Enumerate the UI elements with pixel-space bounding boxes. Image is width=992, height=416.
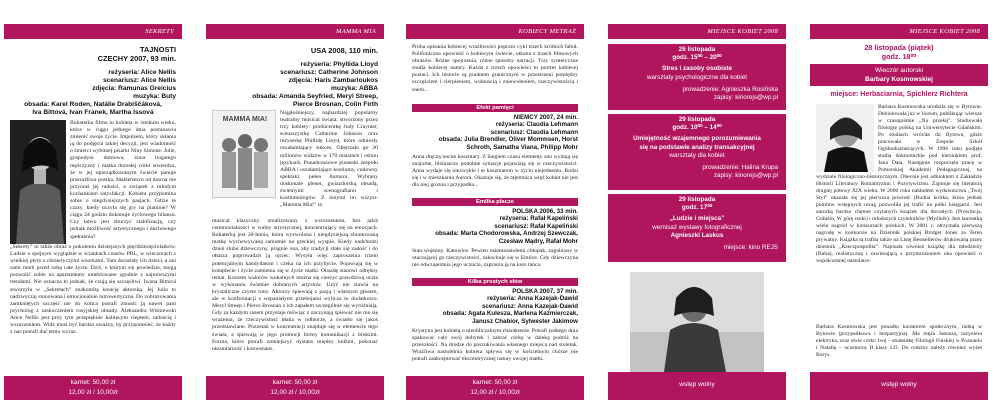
exhibition-photo [630, 272, 764, 372]
film-description-cont: musical klasyczny: zrealizowany z wzruszeniem, bez jakiś ceremonialności w walny artystycznej, koncentrujący się na emocjach. Bohaterką jest 20-letnia, która wyzwolona i niegdysiejszą zbuntowaną matkę wychowywaną samotnie na greckiej wyspie. Kiedy nadchodzi dzień ślubu dziewczyny, pragnie ona, aby tradycji stało się zadość i do ołtarza poprowadził ją ojciec. Wysyła więc zaproszenia trzem potencjalnym kandydatom i czeka na ich przybycie. Pojawiają się w komplecie i życie zamienia się w życie matki. Obsadę stanowi odrębny temat. Koszem walorów wokalnych można się cieszyć prawdziwą uczta w wykonaniu świetnie dobranych artystów. Uzyć nie stawia na krystaliczne czyste tony. Aktorzy śpiewają z pasją i własnym głosem, ale w konfrontacji z wspaniałymi przebojami wylicza to dodatkowo. Meryl Streep i Pierce Brosnan z ich zapałem szczególnie się wyróżniają. Gdy za każdym razem przystaje mówiąc z zaczynają śpiewać nie ma się wrażenia, że rzeczywistość błaha w odbiorze, a światło się jakoś przedstawiane. Pozostań w koncentracji znajduje się w elemencie tego świata, a śpiewają w jego promocji formy komunikacji z bliskimi. Forma, która potrafi zmniejszyć dystans między ludźmi, pokonać niezmiarność i konwenans. [212, 218, 378, 352]
section-label: Emilka płacze [412, 198, 578, 206]
pass-price: karnet: 50,00 zł [472, 379, 518, 386]
event-block [608, 44, 786, 110]
film-poster [212, 110, 276, 198]
panel-header: SEKRETY [4, 24, 182, 39]
panel-header: MAMMA MIA [206, 24, 384, 39]
film-credits [412, 114, 578, 151]
credit-line: Schroth, Samatha Viana, Philipp Mohr [466, 143, 578, 151]
event-date: 29 listopada [678, 116, 716, 123]
event-time: godz. 10⁰⁰ – 14⁰⁰ [672, 124, 722, 132]
admission-info [608, 372, 786, 400]
event-time: godz. 17⁰⁰ [681, 204, 713, 212]
credit-line: reżyseria: Claudia Lehmann [495, 121, 578, 129]
poster-title-text: MAMMA MIA! [222, 116, 268, 123]
event-banner [810, 64, 988, 86]
panel-miejsce-kobiet-events [608, 0, 786, 416]
credit-line: NIEMCY 2007, 24 min. [513, 114, 578, 121]
credit-line: POLSKA 2007, 37 min. [512, 288, 578, 295]
panel-header: MIEJSCE KOBIET 2008 [810, 24, 988, 39]
credit-line: reżyseria: Rafał Kapeliński [499, 215, 578, 223]
film-description: Krystyna jest kobietą o nieobliczalnym charakterze. Potrafi jednego dnia spakować cały swój dobytek i zabrać córkę w daleką podróż na przeszłości. Na drodze do poszukiwania własnego miejsca nad stoletak. Wrażliwa nastoletnia kobieta spływa się w kościelnym chórze nie potrafi zaakceptować ekscentrycznej natury swojej matki. [412, 328, 578, 363]
ticket-price [406, 376, 584, 400]
event-block [608, 194, 786, 262]
credit-line: Czesław Mądry, Rafał Mohr [498, 237, 578, 245]
film-description: Najgłośniejszy, najbardziej popularny teatralny musical świata, stworzony przez trzy kobiety: producentkę Judy Craymer, scenarzystkę Catherine Johnson oraz reżyserkę Phillidę Lloyd, które odniosły oszałamiający sukces. Obejrzało go 30 milionów widzów w 170 miastach i ośmiu językach. Ponadczasowe piosenki zespołu ABBA i oszałamiające kostiumy, cudowny spektakl, pełen humoru. Wybrany doskonale plener, gwiazdorską obsadą, świetnymi scenografiami i kostiumologów. Z innymi im wszyst- „Mamma Mia!” to [280, 110, 378, 209]
film-still-photo [10, 120, 66, 244]
event-contact: zapisy: kinorejs@wp.pl [713, 94, 778, 102]
section-label: Efekt pamięci [412, 104, 578, 112]
event-host: prowadzenie: Agnieszka Rosińska [682, 85, 778, 93]
event-block [608, 114, 786, 190]
bio-text: Barbara Kosmowska urodziła się w Bytowie. Debiutowała już w liceum, publikując wiersze w czasopiśmie „Na przełaj”. Studiowała filologię polską na Uniwersytecie Gdańskim. Po studiach wróciła do Bytowa, gdzie pracowała w Zespole Szkół Ogólnokształcących. W 1996 roku podjęła studia doktoranckie pod kierunkiem prof. Jana Data. Następnie rozpoczęła pracę w Pomorskiej Akademii Pedagogicznej, na wydziale filologiczno-historycznym. Obecnie jest adiunktem z Zakładzie Historii Literatury Romantyzmu i Pozytywizmu. Zajmuje się literaturą drugiej połowy XIX wieku. W 2000 roku nakładem wydawnictwa „Twój Styl” ukazała się jej pierwsza powieść (Budna krótka, która jednak pomimo wstępnych uwag pozwoliła jej trafić na półki księgarni. Jest autorką bardzo chętnie czytanych książek dla dorosłych (Prowincja, Gobelin, W górę rzeki) i młodszych czytelników (Myślnik). Jest laureatką wielu nagród w konkursach polskich. W 2001 r. otrzymała pierwszą nagrodę w konkursie na Dziennik polskiej Bridget Jones za Teren prywatny. Książka ta trafiła także na Listę Bestsellerów drukowaną przez dziennik „Rzeczpospolita”. Napisała również książkę dla młodzieży (Buba), realistyczną i zawierającą z przymrużeniem oka opowieść o współczesnej nastolatce. [816, 104, 982, 264]
credit-line: scenariusz: Catherine Johnson [280, 69, 378, 76]
pass-price: karnet: 50,00 zł [272, 379, 318, 386]
event-subtitle: warsztaty psychologiczne dla kobiet [646, 73, 748, 81]
film-credits [412, 208, 578, 245]
cycle-intro: Próba opisania kobiecej wrażliwości poprzez cykl trzech krótkich fabuł. Polifoniczna opowieść o kobiecym świecie, utkana z trzech filmowych obrazów. Różne spojrzenia, różne sposoby narracji. Trzy syntetyczne studia kobiecej natury. Każda z trzech opowieści to portret kobiecej postaci. Ich historie są punktem granicznym w przestrzeni pomiędzy szczęściem i cierpieniem, wolnością i zniewoleniem, rzeczywistością i snem... [412, 44, 578, 93]
event-place: miejsce: kino REJS [723, 244, 778, 252]
film-credits [212, 46, 378, 109]
credit-line: Pierce Brosnan, Colin Firth [292, 101, 378, 108]
panel-kobiecy-metraz [406, 0, 584, 416]
panel-header: MIEJSCE KOBIET 2008 [608, 24, 786, 39]
credit-line: Iva Bittová, Ivan Franek, Martha Issová [32, 109, 154, 116]
event-date: 26 listopada [678, 46, 716, 53]
film-country-year: CZECHY 2007, 93 min. [97, 54, 176, 63]
ticket-price [4, 376, 182, 400]
film-title: TAJNOSTI [140, 45, 176, 54]
event-author: Agnieszki Laskus [670, 231, 724, 239]
film-country-year: USA 2008, 110 min. [310, 46, 378, 55]
film-description: Anna dręczą nocne koszmary. Z biegiem czasu elementy snu wydają się znajome, bliźniaczo podobne sytuacje pojawiają się w rzeczywistości. Anna wydaje się niezwykle i te koszmarem w życiu niejednemu. Rodzi się i w mieszkaniu Aurora. Okazuje się, że tajemnica więź kobiet nie jest dla niej grozna i przypadku... [412, 154, 578, 189]
credit-line: muzyka: Buty [133, 93, 176, 100]
admission-free: wstęp wolny [679, 381, 715, 388]
panel-author-evening [810, 0, 988, 416]
credit-line: scenariusz: Anna Kazejak-Dawid [481, 302, 578, 310]
credit-line: scenariusz: Claudia Lehmann [490, 128, 578, 136]
credit-line: obsada: Karel Roden, Natálie Drabiščáková, [24, 101, 162, 108]
event-title: się na podstawie analizy transakcyjnej [639, 143, 755, 151]
author-biography-cont: Barbara Kosmowska jest ponadto kuratorem społecznym, radną w Bytowie (przypadkowa i bezpartyjna). Ma męża Janusza, inżyniera elektryka, oraz dwie córki: Iwę – studentkę Filologii Fińskiej w Poznaniu i Natalię – uczennicę II klasy LO. Do rodziny należy również wyżeł Borys. [816, 324, 982, 358]
event-subtitle: warsztaty dla kobiet [669, 151, 725, 159]
admission-free: wstęp wolny [881, 381, 917, 388]
credit-line: reżyseria: Alice Nellis [108, 69, 176, 76]
ticket-price-line: 12,00 zł / 10,00zł [68, 389, 118, 396]
film-description: Stan wojenny, Katowice. Pewien osiemnastoletni chłopak, zagubiony w otaczającej go rzeczywistości, zakochuje się w Emilce. Gdy dziewczyna nie odwzajemnia jego uczucia, zaprasza ją na kurs tańca. [412, 248, 578, 269]
event-author: Barbary Kosmowskiej [865, 76, 933, 83]
credit-line: obsada: Agata Kulesza, Marlena Kaźmierczak, [442, 310, 578, 318]
event-date: 29 listopada [678, 196, 716, 203]
admission-info [810, 372, 988, 400]
credit-line: zdjęcia: Haris Zambarloukos [288, 77, 378, 84]
ticket-price-line: 12,00 zł / 10,00zł [470, 389, 520, 396]
section-label: Kilka prostych słów [412, 278, 578, 286]
event-title: Stres i zasoby osobiste [662, 65, 732, 73]
event-time: godz. 15⁰⁰ – 20⁰⁰ [672, 54, 722, 62]
credit-line: Janusz Chabior, Sylwester Jakimow [472, 317, 578, 325]
event-title: „Ludzie i miejsca” [669, 215, 725, 223]
panel-mamma-mia [206, 0, 384, 416]
bio-float-space [816, 104, 878, 174]
credit-line: reżyseria: Anna Kazejak-Dawid [487, 295, 578, 303]
event-info [810, 43, 988, 61]
credit-line: muzyka: ABBA [330, 85, 378, 92]
credit-line: obsada: Julia Brendler, Oliver Mommsen, Horst [438, 136, 578, 144]
pass-price: karnet: 50,00 zł [70, 379, 116, 386]
film-description-cont: „Sekrety” to także obraz o pokoleniu dzisiejszych pięćdziesięciolatków. Ludzie o spójnym wyglądzie w ściankach czasów PRL, w wieczorach z wielkiej płyty z chimeryczymi wzorkami. Tam dorastały ich dzieci, a oni sami mieli przed sobą całe życie. Dziś, o którym się powiedzie, mogą pozwolić sobie na apartamenty umeblowane zgodnie z najnowszymi trendami. Nie oznacza to jednak, że czują się szczęśliwi. Iwana Bittová stworzyła w „Sekretach” znakomitą kreację aktorską. Jej Julia to nadzwyczaj stonowana i emocjonalnie introwertyczna. Do zobrazowania zamkniętych szczęść nie do końca potrafi zmusić ją nawet pani psycholog z zaskoczeniem rosyjskiej obsady. Aleksandra Wiśniewski Alice Nellis jest przy tym przepięknie kobiecym ciepłem, radością i wzruszeniem. Widz musi być bardzo uważny, by przypomnieć, że każdy z nas potrafi dać temu wyraz. [10, 244, 176, 336]
credit-line: obsada: Marta Chodorowska, Andrzej Szewczak, [435, 230, 578, 238]
event-host: prowadzenie: Halina Krupa [702, 164, 778, 172]
panel-sekrety [4, 0, 182, 416]
event-time: godz. 18⁰⁰ [881, 52, 917, 61]
event-place: miejsce: Herbaciarnia, Spichlerz Richtera [830, 91, 968, 98]
credit-line: reżyseria: Phyllida Lloyd [300, 61, 378, 68]
event-subtitle: wernisaż wystawy fotograficznej [652, 223, 742, 231]
film-credits [412, 288, 578, 325]
film-description: Bohaterka filmu to kobieta w średnim wieku, która w ciągu jednego dnia postanawia zmienić swoje życie. Impulsem, który skłania ją do podjęcia takiej decyzji, jest wiadomość o śmierci wybitnej pisarki Niny Simone. Julie, gospodyni domowa, żona bogatego mężczyzny i matka dorosłej córki stwierdza, że w jej uporządkowanym świecie panuje przeraźliwa pustka. Małżeństwo od dawna nie przynosi jej radości, a związek z młodym kochankiem satysfakcji. Kobieta przypomina sobie o niegdysiejszych pasjach. Gdzie te czasy, kiedy uczyła się gry na pianinie? W ciągu 24 godzin dokonuje życiowego bilansu. Czy łatwo jest zburzyć stabilizację, czy jednak możliwość artystycznego i duchowego spełnienia? [70, 120, 176, 240]
ticket-price [206, 376, 384, 400]
event-date: 28 listopada (piątek) [864, 43, 934, 52]
event-type: Wieczór autorski [874, 67, 924, 74]
author-biography [816, 104, 982, 322]
credit-line: scenariusz: Alice Nellis [102, 77, 176, 84]
credit-line: scenariusz: Rafał Kapeliński [494, 222, 578, 230]
event-title: Umiejętność wzajemnego porozumiewania [633, 135, 761, 143]
credit-line: zdjęcia: Ramunas Greicius [92, 85, 176, 92]
film-credits [10, 45, 176, 117]
ticket-price-line: 12,00 zł / 10,00zł [270, 389, 320, 396]
credit-line: POLSKA 2006, 33 min. [512, 208, 578, 215]
panel-header: KOBIECY METRAŻ [406, 24, 584, 39]
credit-line: obsada: Amanda Seyfried, Meryl Streep, [252, 93, 378, 100]
event-contact: zapisy: kinorejs@wp.pl [713, 172, 778, 180]
